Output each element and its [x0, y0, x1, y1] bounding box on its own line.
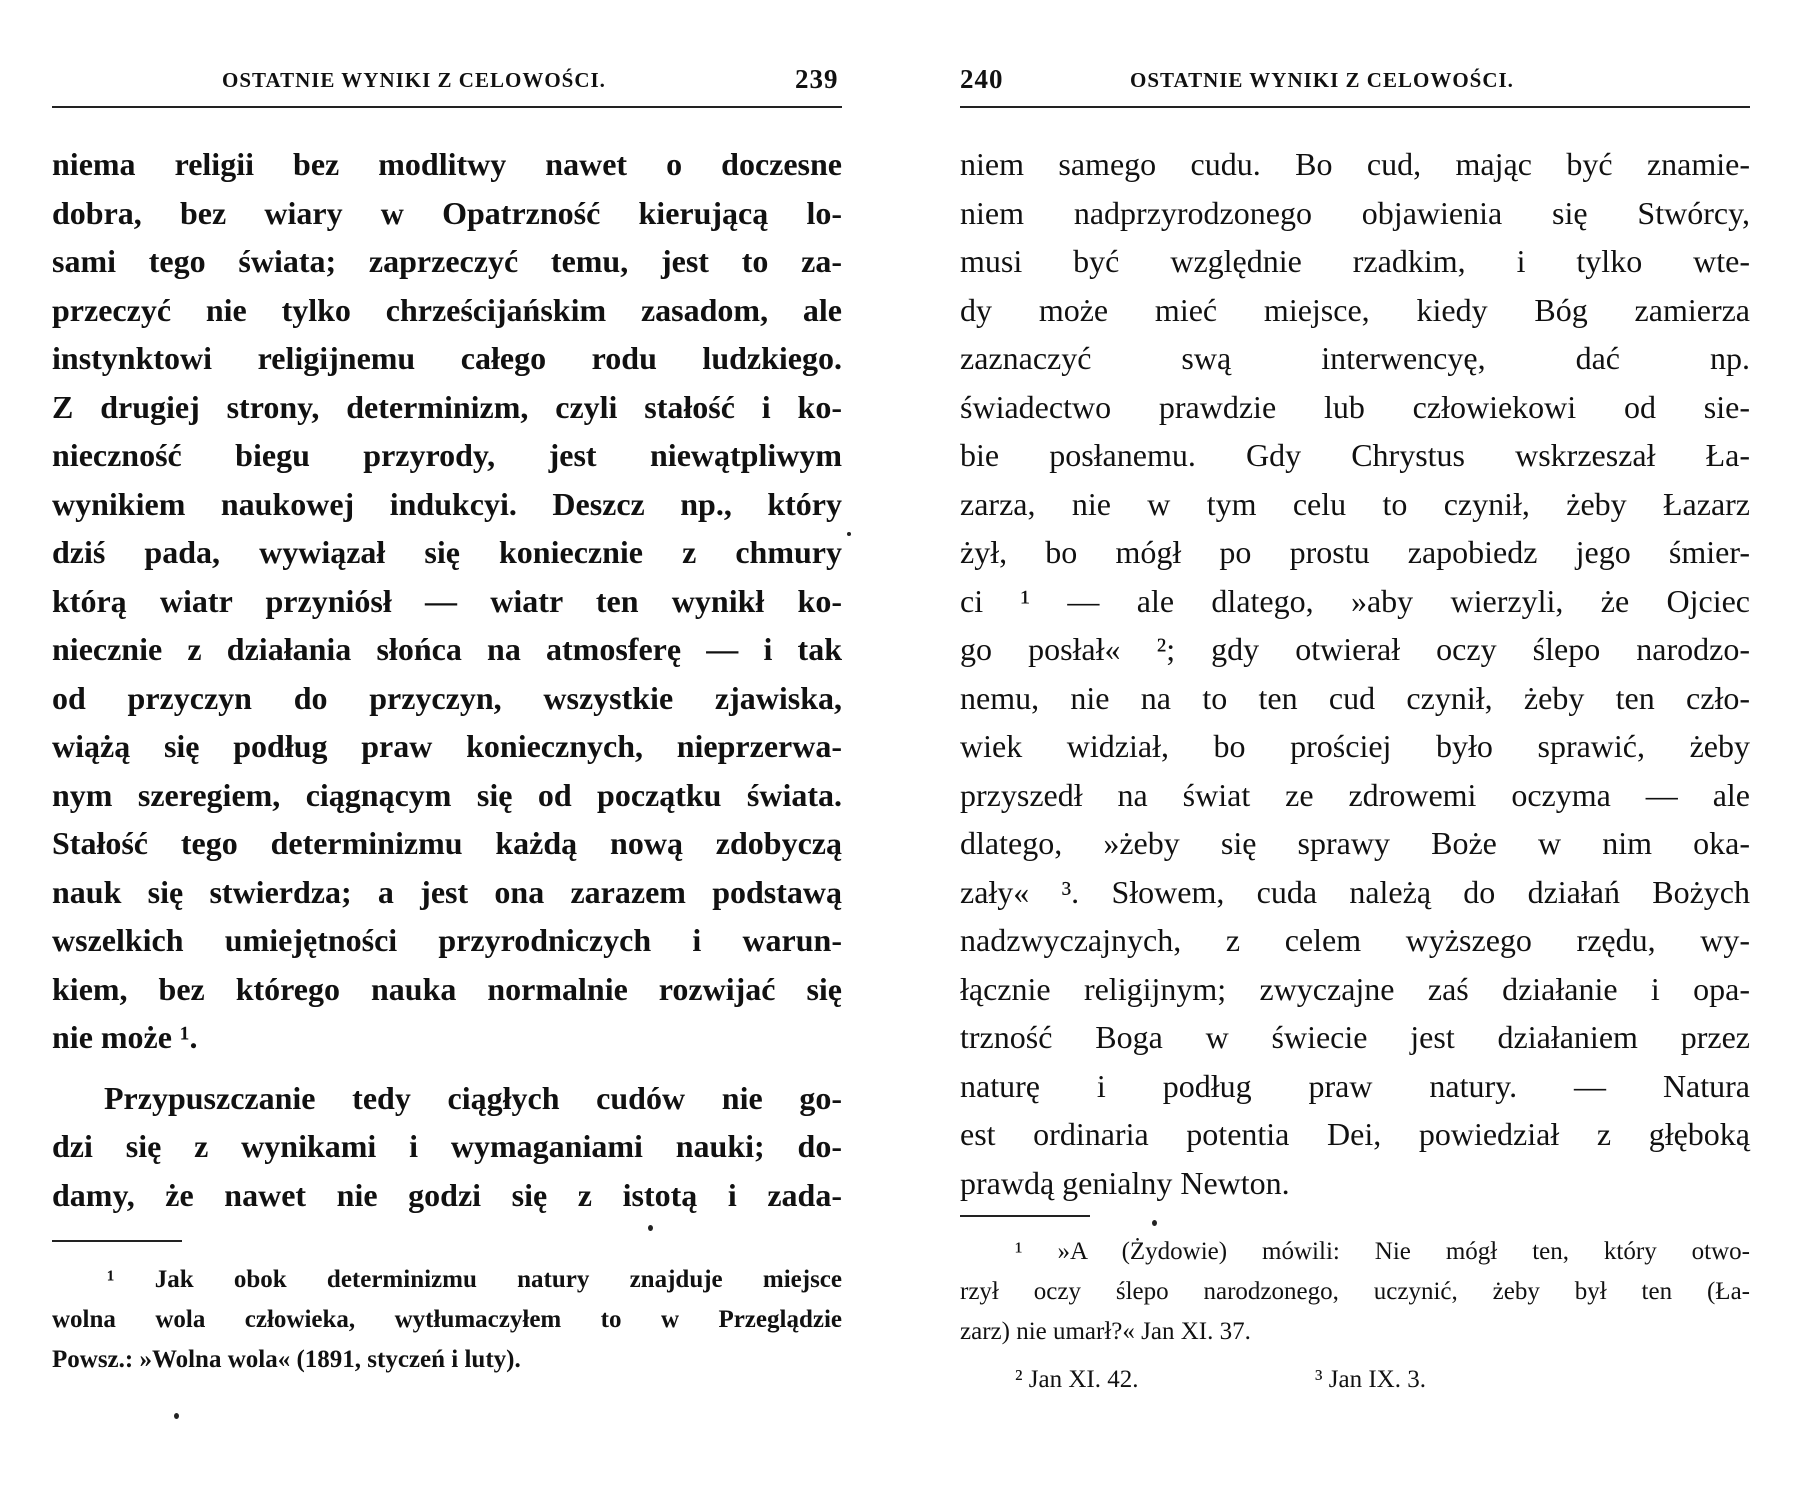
- text-line: wiek widział, bo prościej było sprawić, żeby: [960, 728, 1750, 764]
- left-page-number: 239: [795, 64, 839, 94]
- right-header-rule: [960, 106, 1750, 108]
- right-page-number: 240: [960, 64, 1004, 94]
- footnote-line: ² Jan XI. 42.: [1015, 1366, 1139, 1393]
- ink-speck: [648, 1225, 653, 1231]
- right-body-text: [960, 140, 1750, 1207]
- footnote-line: ³ Jan IX. 3.: [1315, 1366, 1426, 1393]
- text-line: świadectwo prawdzie lub człowiekowi od sie-: [960, 388, 1750, 425]
- text-line: nym szeregiem, ciągnącym się od początku świata.: [52, 776, 842, 813]
- text-line: niem samego cudu. Bo cud, mając być znamie-: [960, 146, 1750, 182]
- ink-speck: [174, 1413, 179, 1419]
- text-line: Z drugiej strony, determinizm, czyli stałość i ko-: [52, 388, 842, 425]
- footnote-line: ¹ Jak obok determinizmu natury znajduje miejsce: [107, 1266, 842, 1293]
- text-line: łącznie religijnym; zwyczajne zaś działanie i opa-: [960, 970, 1750, 1007]
- right-running-head: [960, 64, 1750, 98]
- text-line: est ordinaria potentia Dei, powiedział z głęboką: [960, 1116, 1750, 1152]
- text-line: przeczyć nie tylko chrześcijańskim zasadom, ale: [52, 291, 842, 328]
- text-line: żył, bo mógł po prostu zapobiedz jego śmier-: [960, 534, 1750, 570]
- text-line: kiem, bez którego nauka normalnie rozwijać się: [52, 970, 842, 1007]
- text-line: przyszedł na świat ze zdrowemi oczyma — ale: [960, 776, 1750, 813]
- text-line: sami tego świata; zaprzeczyć temu, jest to za-: [52, 243, 842, 279]
- ink-speck: [847, 532, 851, 536]
- text-line: niecznie z działania słońca na atmosferę — i tak: [52, 631, 842, 667]
- text-line: trzność Boga w świecie jest działaniem przez: [960, 1019, 1750, 1055]
- text-line: damy, że nawet nie godzi się z istotą i zada-: [52, 1176, 842, 1213]
- left-body-text: [52, 140, 842, 1219]
- text-line: nieczność biegu przyrody, jest niewątpliwym: [52, 437, 842, 473]
- text-line: naturę i podług praw natury. — Natura: [960, 1067, 1750, 1104]
- text-line: Przypuszczanie tedy ciągłych cudów nie go-: [104, 1079, 842, 1116]
- text-line: niema religii bez modlitwy nawet o doczesne: [52, 146, 842, 182]
- ink-speck: [1152, 1220, 1157, 1226]
- text-line: dobra, bez wiary w Opatrzność kierującą lo-: [52, 194, 842, 231]
- footnote-line: wolna wola człowieka, wytłumaczyłem to w Przeglądzie: [52, 1306, 842, 1333]
- left-header-rule: [52, 106, 842, 108]
- text-line: dziś pada, wywiązał się koniecznie z chmury: [52, 534, 842, 570]
- text-line: dzi się z wynikami i wymaganiami nauki; do-: [52, 1128, 842, 1164]
- text-line: bie posłanemu. Gdy Chrystus wskrzeszał Ła-: [960, 437, 1750, 473]
- right-footnotes: [960, 1232, 1750, 1400]
- footnote-line: ¹ »A (Żydowie) mówili: Nie mógł ten, który otwo-: [1015, 1238, 1750, 1265]
- text-line: go posłał« ²; gdy otwierał oczy ślepo narodzo-: [960, 631, 1750, 667]
- text-line: wszelkich umiejętności przyrodniczych i warun-: [52, 922, 842, 958]
- text-line: nemu, nie na to ten cud czynił, żeby ten czło-: [960, 679, 1750, 716]
- text-line: prawdą genialny Newton.: [960, 1164, 1290, 1201]
- text-line: wynikiem naukowej indukcyi. Deszcz np., który: [52, 485, 842, 522]
- footnote-line: zarz) nie umarł?« Jan XI. 37.: [960, 1318, 1251, 1345]
- text-line: zaznaczyć swą interwencyę, dać np.: [960, 340, 1750, 376]
- text-line: niem nadprzyrodzonego objawienia się Stwórcy,: [960, 194, 1750, 231]
- text-line: instynktowi religijnemu całego rodu ludzkiego.: [52, 340, 842, 376]
- right-running-title: OSTATNIE WYNIKI Z CELOWOŚCI.: [1130, 68, 1514, 92]
- text-line: którą wiatr przyniósł — wiatr ten wynikł ko-: [52, 582, 842, 619]
- text-line: nie może ¹.: [52, 1019, 198, 1055]
- text-line: dlatego, »żeby się sprawy Boże w nim oka-: [960, 825, 1750, 861]
- left-page: [52, 0, 842, 1500]
- text-line: Stałość tego determinizmu każdą nową zdobyczą: [52, 825, 842, 861]
- text-line: dy może mieć miejsce, kiedy Bóg zamierza: [960, 291, 1750, 328]
- right-page: [960, 0, 1750, 1500]
- text-line: wiążą się podług praw koniecznych, nieprzerwa-: [52, 728, 842, 764]
- footnote-line: rzył oczy ślepo narodzonego, uczynić, żeby był ten (Ła-: [960, 1278, 1750, 1305]
- left-running-head: [52, 64, 842, 98]
- text-line: nauk się stwierdza; a jest ona zarazem podstawą: [52, 873, 842, 910]
- right-footnote-rule: [960, 1215, 1090, 1217]
- text-line: ci ¹ — ale dlatego, »aby wierzyli, że Ojciec: [960, 582, 1750, 619]
- text-line: od przyczyn do przyczyn, wszystkie zjawiska,: [52, 679, 842, 716]
- text-line: musi być względnie rzadkim, i tylko wte-: [960, 243, 1750, 279]
- left-running-title: OSTATNIE WYNIKI Z CELOWOŚCI.: [222, 68, 606, 92]
- left-footnote-rule: [52, 1240, 182, 1242]
- left-footnotes: [52, 1260, 842, 1380]
- text-line: nadzwyczajnych, z celem wyższego rzędu, wy-: [960, 922, 1750, 958]
- text-line: zały« ³. Słowem, cuda należą do działań Bożych: [960, 873, 1750, 910]
- footnote-line: Powsz.: »Wolna wola« (1891, styczeń i luty).: [52, 1346, 521, 1373]
- footnote-pair: [960, 1360, 1750, 1400]
- text-line: zarza, nie w tym celu to czynił, żeby Łazarz: [960, 485, 1750, 522]
